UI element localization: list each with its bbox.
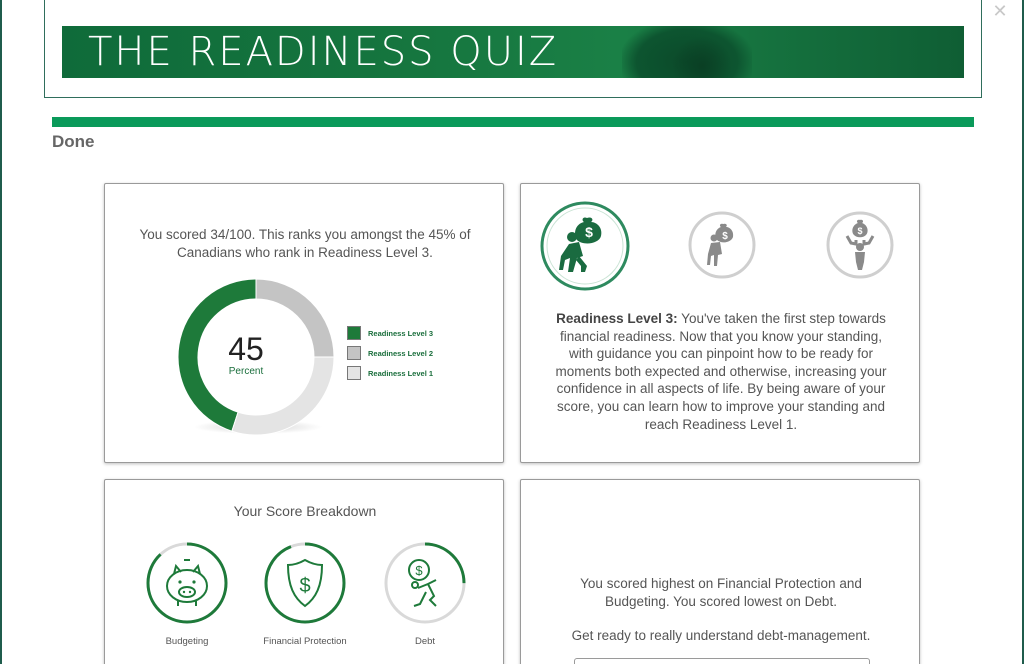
debt-bag-icon [382,540,468,626]
legend-label: Readiness Level 1 [368,368,434,378]
score-text: You scored 34/100. This ranks you amongst the 45% of Canadians who rank in Readiness Level 3. [139,227,471,260]
chart-legend [347,323,433,383]
legend-swatch [347,326,361,340]
legend-swatch [347,346,361,360]
close-icon[interactable]: ✕ [992,1,1008,22]
progress-fill [52,117,974,127]
score-ring [148,544,226,622]
donut-value: 45 [228,331,264,367]
breakdown-item-financial-protection [255,540,355,648]
svg-text:$: $ [722,231,728,242]
legend-swatch [347,366,361,380]
legend-label: Readiness Level 2 [368,348,434,358]
readiness-level-text: You've taken the first step towards financial readiness. Now that you know your standing, with guidance you can pinpoint how to be ready for moments both expected and otherwise, increasing your confidence in all aspects of life. By being aware of your score, you can learn how to improve your standing and reach Readiness Level 1. [555,311,887,432]
banner-figure-shadow [672,36,732,78]
readiness-level-heading: Readiness Level 3: [556,311,678,326]
money-bag-lean-icon [687,210,757,280]
money-bag-carry-icon [539,200,631,292]
legend-item [347,343,433,363]
money-bag-lift-icon [825,210,895,280]
breakdown-label: Financial Protection [263,636,347,647]
breakdown-title: Your Score Breakdown [233,503,377,519]
breakdown-item-debt [375,540,475,648]
legend-item [347,363,433,383]
header-banner [62,26,964,78]
summary-cta-text: Get ready to really understand debt-management. [571,628,871,643]
summary-card [520,479,920,664]
readiness-level-description [549,310,893,433]
shield-dollar-icon [262,540,348,626]
status-label: Done [52,132,95,151]
legend-label: Readiness Level 3 [368,328,434,338]
summary-text: You scored highest on Financial Protection and Budgeting. You scored lowest on Debt. [580,576,862,609]
svg-text:$: $ [857,226,863,236]
breakdown-label: Debt [414,636,436,647]
piggy-bank-icon [144,540,230,626]
donut-caption: Percent [228,366,264,377]
header [44,0,982,98]
svg-text:$: $ [299,575,311,597]
svg-text:$: $ [585,224,593,240]
breakdown-item-budgeting [137,540,237,648]
progress-bar [52,117,974,127]
legend-item [347,323,433,343]
breakdown-label: Budgeting [165,636,209,647]
score-card [104,183,504,463]
score-breakdown-card [104,479,504,664]
svg-text:$: $ [415,563,423,578]
debt-management-button[interactable] [574,658,870,664]
page-title: THE READINESS QUIZ [88,29,559,75]
readiness-level-card [520,183,920,463]
